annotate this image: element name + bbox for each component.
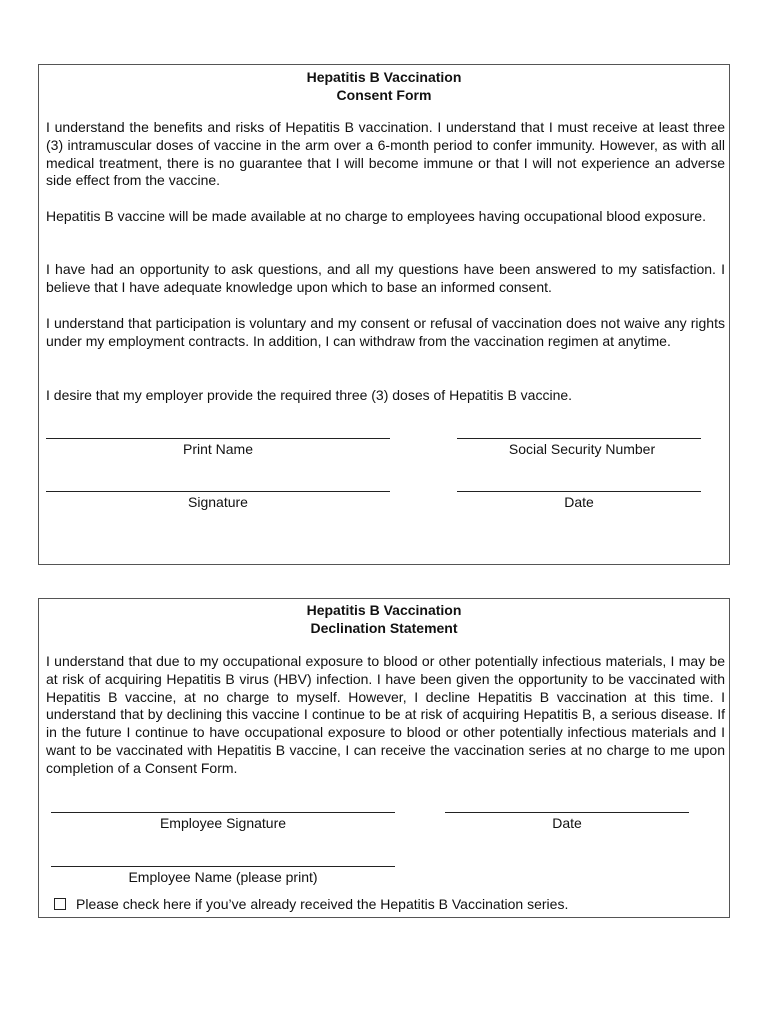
consent-paragraph-benefits: I understand the benefits and risks of Hepatitis B vaccination. I understand that I must receive at least three (3) intramuscular doses of vaccine in the arm over a 6-month period to confer immunity. However, as with all medical treatment, there is no guarantee that I will become immune or that I will not experience an adverse side effect from the vaccine. (46, 119, 725, 189)
employee-signature-label: Employee Signature (159, 815, 287, 831)
consent-subtitle: Consent Form (336, 87, 432, 103)
declination-statement-section (38, 598, 730, 918)
employee-name-label: Employee Name (please print) (128, 869, 318, 885)
declination-date-label: Date (552, 815, 582, 831)
already-vaccinated-checkbox[interactable] (54, 898, 66, 910)
ssn-line[interactable] (457, 438, 701, 439)
consent-paragraph-desire: I desire that my employer provide the required three (3) doses of Hepatitis B vaccine. (46, 387, 573, 403)
print-name-line[interactable] (46, 438, 390, 439)
consent-paragraph-voluntary: I understand that participation is voluntary and my consent or refusal of vaccination does not waive any rights under my employment contracts. In addition, I can withdraw from the vaccination regimen at anytime. (46, 315, 725, 349)
signature-line[interactable] (46, 491, 390, 492)
already-vaccinated-row (54, 895, 568, 913)
declination-paragraph: I understand that due to my occupational exposure to blood or other potentially infectious materials, I may be at risk of acquiring Hepatitis B virus (HBV) infection. I have been given the opportunity to be vaccinated with Hepatitis B vaccine, at no charge to myself. However, I decline Hepatitis B vaccination at this time. I understand that by declining this vaccine I continue to be at risk of acquiring Hepatitis B, a serious disease. If in the future I continue to have occupational exposure to blood or other potentially infectious materials and I want to be vaccinated with Hepatitis B vaccine, I can receive the vaccination series at no charge to me upon completion of a Consent Form. (46, 653, 725, 776)
declination-title: Hepatitis B Vaccination (306, 602, 462, 618)
consent-form-section (38, 64, 730, 565)
already-vaccinated-label: Please check here if you’ve already received the Hepatitis B Vaccination series. (76, 896, 569, 912)
declination-subtitle: Declination Statement (310, 620, 458, 636)
employee-name-line[interactable] (51, 866, 395, 867)
consent-paragraph-questions: I have had an opportunity to ask questions, and all my questions have been answered to my satisfaction. I believe that I have adequate knowledge upon which to base an informed consent. (46, 261, 725, 295)
ssn-label: Social Security Number (508, 441, 656, 457)
consent-title: Hepatitis B Vaccination (306, 69, 462, 85)
employee-signature-line[interactable] (51, 812, 395, 813)
consent-date-line[interactable] (457, 491, 701, 492)
declination-date-line[interactable] (445, 812, 689, 813)
consent-paragraph-no-charge: Hepatitis B vaccine will be made available at no charge to employees having occupational blood exposure. (46, 208, 706, 224)
consent-date-label: Date (564, 494, 594, 510)
print-name-label: Print Name (182, 441, 254, 457)
signature-label: Signature (188, 494, 248, 510)
